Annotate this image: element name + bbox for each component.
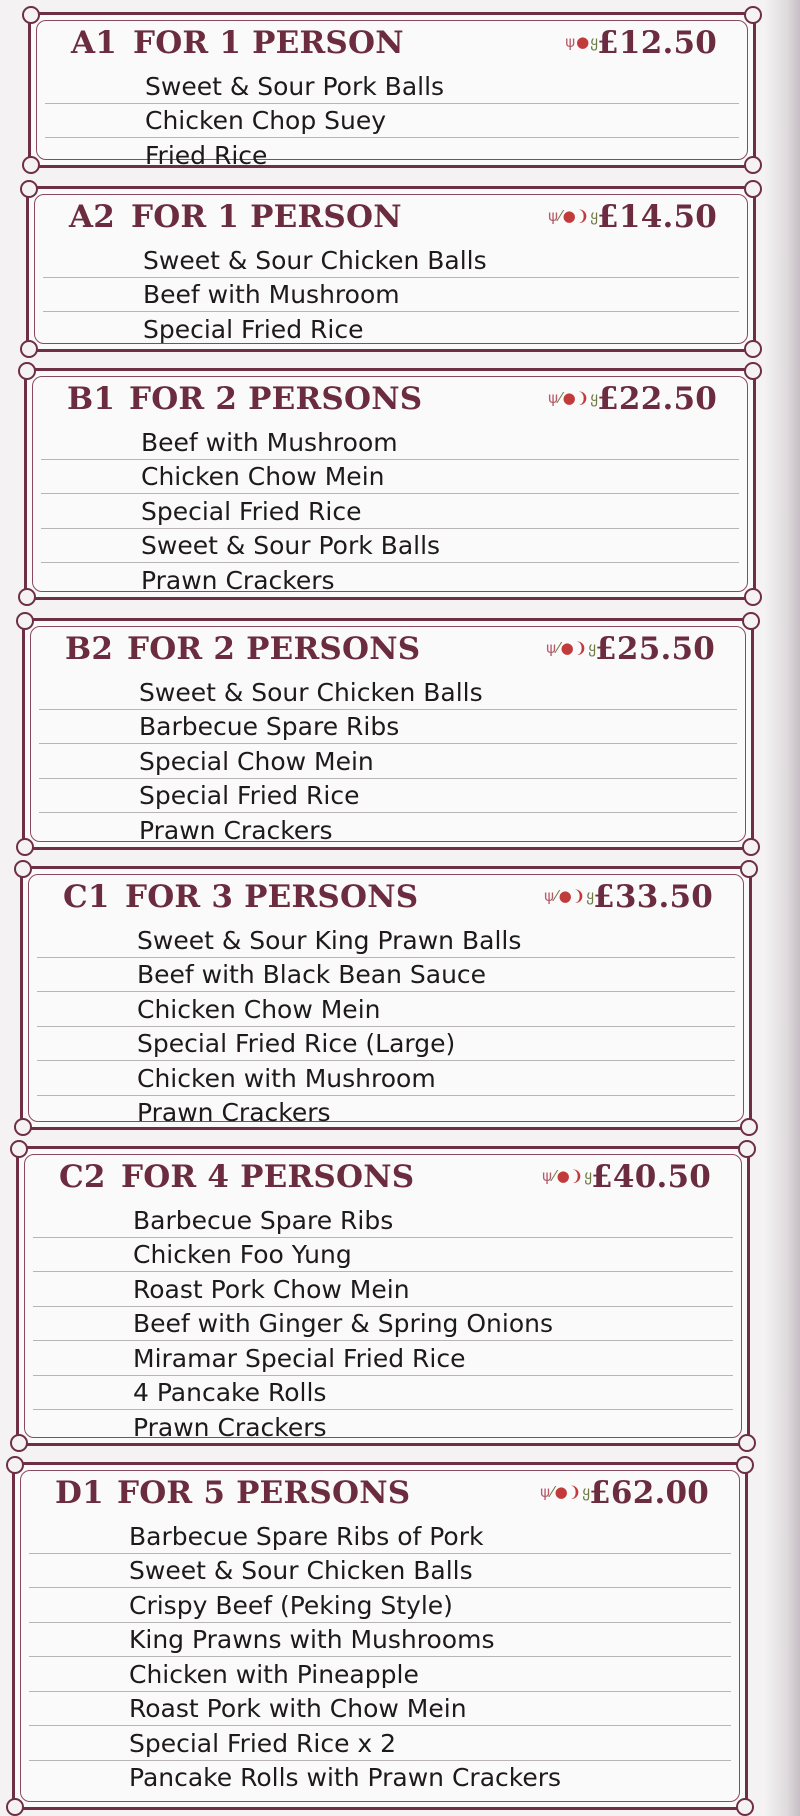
menu-code: A1 bbox=[71, 25, 118, 61]
menu-item-list bbox=[43, 243, 739, 346]
menu-item-list bbox=[33, 1203, 733, 1444]
list-item: Sweet & Sour Pork Balls bbox=[45, 69, 739, 104]
list-item: King Prawns with Mushrooms bbox=[29, 1623, 731, 1658]
list-item: Beef with Mushroom bbox=[41, 425, 739, 460]
menu-code: D1 bbox=[55, 1475, 104, 1511]
set-menu-d1 bbox=[12, 1462, 748, 1810]
menu-price: £40.50 bbox=[591, 1159, 711, 1195]
list-item: Roast Pork Chow Mein bbox=[33, 1272, 733, 1307]
list-item: Special Fried Rice bbox=[143, 314, 364, 344]
list-item: Barbecue Spare Ribs of Pork bbox=[29, 1519, 731, 1554]
list-item: Roast Pork with Chow Mein bbox=[29, 1692, 731, 1727]
list-item: Beef with Black Bean Sauce bbox=[37, 958, 735, 993]
menu-title: FOR 3 PERSONS bbox=[125, 879, 419, 915]
list-item: Sweet & Sour Pork Balls bbox=[41, 529, 739, 564]
list-item: Prawn Crackers bbox=[137, 1098, 331, 1127]
list-item: Barbecue Spare Ribs bbox=[39, 710, 737, 745]
list-item: Prawn Crackers bbox=[141, 565, 335, 595]
menu-code: C1 bbox=[63, 879, 110, 915]
set-menu-c2 bbox=[16, 1146, 750, 1446]
menu-item-list bbox=[41, 425, 739, 597]
list-item: Special Chow Mein bbox=[39, 744, 737, 779]
menu-price: £62.00 bbox=[589, 1475, 709, 1511]
menu-header bbox=[69, 197, 717, 237]
menu-header bbox=[67, 379, 717, 419]
menu-header bbox=[65, 629, 715, 669]
list-item: Fried Rice bbox=[145, 140, 268, 170]
menu-price: £33.50 bbox=[593, 879, 713, 915]
chili-garlic-ornament-icon: ψ⁄●❩ყ bbox=[546, 639, 597, 657]
page-edge-shadow bbox=[764, 0, 800, 1816]
list-item: Prawn Crackers bbox=[139, 815, 333, 845]
list-item: 4 Pancake Rolls bbox=[33, 1376, 733, 1411]
menu-title: FOR 2 PERSONS bbox=[129, 381, 423, 417]
list-item: Special Fried Rice x 2 bbox=[29, 1726, 731, 1761]
list-item: Special Fried Rice bbox=[41, 494, 739, 529]
list-item: Beef with Ginger & Spring Onions bbox=[33, 1307, 733, 1342]
chili-garlic-ornament-icon: ψ⁄●❩ყ bbox=[542, 1167, 593, 1185]
list-item: Beef with Mushroom bbox=[43, 278, 739, 313]
chili-garlic-ornament-icon: ψ⁄●❩ყ bbox=[548, 389, 599, 407]
menu-title: FOR 1 PERSON bbox=[131, 199, 402, 235]
chili-garlic-ornament-icon: ψ⁄●❩ყ bbox=[548, 207, 599, 225]
set-menu-a2 bbox=[26, 186, 756, 352]
list-item: Miramar Special Fried Rice bbox=[33, 1341, 733, 1376]
menu-item-list bbox=[37, 923, 735, 1129]
chili-garlic-ornament-icon: ψ⁄●❩ყ bbox=[540, 1483, 591, 1501]
list-item: Prawn Crackers bbox=[133, 1412, 327, 1442]
list-item: Chicken Chow Mein bbox=[37, 992, 735, 1027]
set-menu-a1 bbox=[28, 12, 756, 168]
list-item: Crispy Beef (Peking Style) bbox=[29, 1588, 731, 1623]
menu-header bbox=[63, 877, 713, 917]
menu-item-list bbox=[39, 675, 737, 847]
menu-title: FOR 4 PERSONS bbox=[121, 1159, 415, 1195]
menu-code: C2 bbox=[59, 1159, 106, 1195]
list-item: Sweet & Sour Chicken Balls bbox=[39, 675, 737, 710]
menu-price: £22.50 bbox=[597, 381, 717, 417]
menu-item-list bbox=[45, 69, 739, 172]
list-item: Special Fried Rice bbox=[39, 779, 737, 814]
list-item: Chicken Chow Mein bbox=[41, 460, 739, 495]
list-item: Chicken Foo Yung bbox=[33, 1238, 733, 1273]
list-item: Pancake Rolls with Prawn Crackers bbox=[129, 1763, 562, 1792]
menu-price: £25.50 bbox=[595, 631, 715, 667]
menu-code: B2 bbox=[65, 631, 114, 667]
menu-title: FOR 5 PERSONS bbox=[117, 1475, 411, 1511]
list-item: Sweet & Sour Chicken Balls bbox=[43, 243, 739, 278]
list-item: Chicken with Pineapple bbox=[29, 1657, 731, 1692]
menu-header bbox=[71, 23, 717, 63]
list-item: Chicken with Mushroom bbox=[37, 1061, 735, 1096]
set-menu-b1 bbox=[24, 368, 756, 600]
menu-item-list bbox=[29, 1519, 731, 1794]
menu-title: FOR 2 PERSONS bbox=[127, 631, 421, 667]
chili-garlic-ornament-icon: ψ●ყ bbox=[565, 33, 599, 51]
menu-title: FOR 1 PERSON bbox=[133, 25, 404, 61]
list-item: Special Fried Rice (Large) bbox=[37, 1027, 735, 1062]
menu-header bbox=[55, 1473, 709, 1513]
menu-code: B1 bbox=[67, 381, 116, 417]
list-item: Sweet & Sour Chicken Balls bbox=[29, 1554, 731, 1589]
menu-price: £12.50 bbox=[597, 25, 717, 61]
menu-code: A2 bbox=[69, 199, 116, 235]
menu-price: £14.50 bbox=[597, 199, 717, 235]
list-item: Barbecue Spare Ribs bbox=[33, 1203, 733, 1238]
chili-garlic-ornament-icon: ψ⁄●❩ყ bbox=[544, 887, 595, 905]
set-menu-c1 bbox=[20, 866, 752, 1130]
list-item: Sweet & Sour King Prawn Balls bbox=[37, 923, 735, 958]
set-menu-b2 bbox=[22, 618, 754, 850]
menu-header bbox=[59, 1157, 711, 1197]
list-item: Chicken Chop Suey bbox=[45, 104, 739, 139]
